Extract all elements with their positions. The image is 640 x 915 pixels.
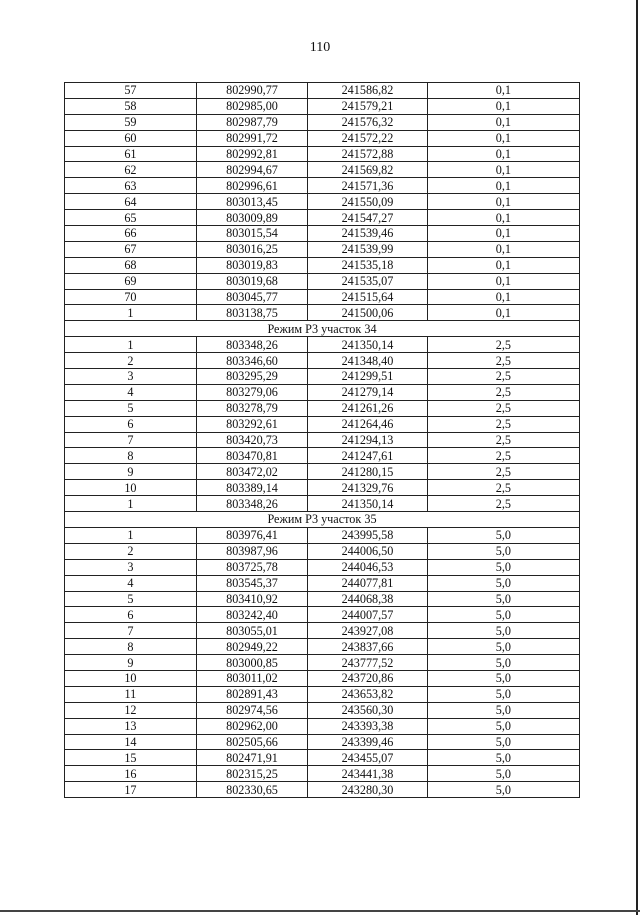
value-cell: 0,1	[427, 98, 579, 114]
y-coordinate-cell: 241550,09	[308, 194, 428, 210]
point-number-cell: 9	[65, 655, 197, 671]
point-number-cell: 1	[65, 496, 197, 512]
y-coordinate-cell: 241539,46	[308, 226, 428, 242]
point-number-cell: 8	[65, 448, 197, 464]
value-cell: 2,5	[427, 464, 579, 480]
point-number-cell: 1	[65, 337, 197, 353]
table-row	[65, 353, 580, 369]
point-number-cell: 10	[65, 670, 197, 686]
x-coordinate-cell: 803016,25	[196, 241, 307, 257]
y-coordinate-cell: 241571,36	[308, 178, 428, 194]
table-row	[65, 496, 580, 512]
section-header-row	[65, 512, 580, 528]
y-coordinate-cell: 244007,57	[308, 607, 428, 623]
point-number-cell: 1	[65, 305, 197, 321]
point-number-cell: 67	[65, 241, 197, 257]
value-cell: 0,1	[427, 162, 579, 178]
point-number-cell: 10	[65, 480, 197, 496]
coordinates-table-body	[65, 83, 580, 798]
y-coordinate-cell: 241264,46	[308, 416, 428, 432]
y-coordinate-cell: 241535,07	[308, 273, 428, 289]
coordinates-table	[64, 82, 580, 798]
table-row	[65, 464, 580, 480]
table-row	[65, 575, 580, 591]
table-row	[65, 559, 580, 575]
point-number-cell: 4	[65, 575, 197, 591]
x-coordinate-cell: 802974,56	[196, 702, 307, 718]
y-coordinate-cell: 244006,50	[308, 543, 428, 559]
table-row	[65, 384, 580, 400]
x-coordinate-cell: 803011,02	[196, 670, 307, 686]
y-coordinate-cell: 241280,15	[308, 464, 428, 480]
point-number-cell: 11	[65, 686, 197, 702]
table-row	[65, 400, 580, 416]
value-cell: 5,0	[427, 782, 579, 798]
y-coordinate-cell: 241329,76	[308, 480, 428, 496]
point-number-cell: 13	[65, 718, 197, 734]
x-coordinate-cell: 802962,00	[196, 718, 307, 734]
x-coordinate-cell: 803346,60	[196, 353, 307, 369]
value-cell: 5,0	[427, 543, 579, 559]
y-coordinate-cell: 243837,66	[308, 639, 428, 655]
point-number-cell: 58	[65, 98, 197, 114]
value-cell: 0,1	[427, 257, 579, 273]
table-row	[65, 337, 580, 353]
point-number-cell: 66	[65, 226, 197, 242]
table-row	[65, 734, 580, 750]
value-cell: 5,0	[427, 718, 579, 734]
table-row	[65, 257, 580, 273]
y-coordinate-cell: 244068,38	[308, 591, 428, 607]
point-number-cell: 1	[65, 527, 197, 543]
table-row	[65, 623, 580, 639]
value-cell: 0,1	[427, 130, 579, 146]
value-cell: 5,0	[427, 559, 579, 575]
y-coordinate-cell: 243777,52	[308, 655, 428, 671]
table-row	[65, 782, 580, 798]
point-number-cell: 6	[65, 416, 197, 432]
y-coordinate-cell: 241547,27	[308, 210, 428, 226]
x-coordinate-cell: 803410,92	[196, 591, 307, 607]
value-cell: 5,0	[427, 639, 579, 655]
value-cell: 5,0	[427, 702, 579, 718]
x-coordinate-cell: 803278,79	[196, 400, 307, 416]
x-coordinate-cell: 803000,85	[196, 655, 307, 671]
x-coordinate-cell: 803976,41	[196, 527, 307, 543]
value-cell: 5,0	[427, 623, 579, 639]
y-coordinate-cell: 241515,64	[308, 289, 428, 305]
table-row	[65, 305, 580, 321]
y-coordinate-cell: 241535,18	[308, 257, 428, 273]
y-coordinate-cell: 241572,22	[308, 130, 428, 146]
value-cell: 2,5	[427, 496, 579, 512]
point-number-cell: 17	[65, 782, 197, 798]
point-number-cell: 9	[65, 464, 197, 480]
table-row	[65, 766, 580, 782]
y-coordinate-cell: 243455,07	[308, 750, 428, 766]
point-number-cell: 62	[65, 162, 197, 178]
x-coordinate-cell: 803348,26	[196, 496, 307, 512]
y-coordinate-cell: 241350,14	[308, 496, 428, 512]
x-coordinate-cell: 802315,25	[196, 766, 307, 782]
x-coordinate-cell: 803295,29	[196, 369, 307, 385]
point-number-cell: 4	[65, 384, 197, 400]
y-coordinate-cell: 243653,82	[308, 686, 428, 702]
point-number-cell: 65	[65, 210, 197, 226]
value-cell: 0,1	[427, 226, 579, 242]
y-coordinate-cell: 244077,81	[308, 575, 428, 591]
y-coordinate-cell: 243995,58	[308, 527, 428, 543]
table-row	[65, 480, 580, 496]
x-coordinate-cell: 803055,01	[196, 623, 307, 639]
y-coordinate-cell: 241350,14	[308, 337, 428, 353]
x-coordinate-cell: 802991,72	[196, 130, 307, 146]
point-number-cell: 5	[65, 591, 197, 607]
table-row	[65, 369, 580, 385]
x-coordinate-cell: 802996,61	[196, 178, 307, 194]
value-cell: 2,5	[427, 369, 579, 385]
value-cell: 0,1	[427, 194, 579, 210]
page-number: 110	[309, 40, 331, 55]
value-cell: 5,0	[427, 527, 579, 543]
y-coordinate-cell: 241294,13	[308, 432, 428, 448]
x-coordinate-cell: 803420,73	[196, 432, 307, 448]
table-row	[65, 591, 580, 607]
y-coordinate-cell: 243720,86	[308, 670, 428, 686]
value-cell: 5,0	[427, 591, 579, 607]
value-cell: 0,1	[427, 273, 579, 289]
value-cell: 5,0	[427, 750, 579, 766]
value-cell: 5,0	[427, 670, 579, 686]
table-row	[65, 130, 580, 146]
y-coordinate-cell: 243560,30	[308, 702, 428, 718]
section-header: Режим Р3 участок 34	[65, 321, 580, 337]
value-cell: 0,1	[427, 114, 579, 130]
point-number-cell: 69	[65, 273, 197, 289]
point-number-cell: 14	[65, 734, 197, 750]
point-number-cell: 8	[65, 639, 197, 655]
table-row	[65, 607, 580, 623]
value-cell: 5,0	[427, 655, 579, 671]
section-header: Режим Р3 участок 35	[65, 512, 580, 528]
point-number-cell: 7	[65, 623, 197, 639]
x-coordinate-cell: 803389,14	[196, 480, 307, 496]
table-row	[65, 718, 580, 734]
x-coordinate-cell: 803987,96	[196, 543, 307, 559]
table-row	[65, 416, 580, 432]
x-coordinate-cell: 802994,67	[196, 162, 307, 178]
y-coordinate-cell: 243280,30	[308, 782, 428, 798]
y-coordinate-cell: 241247,61	[308, 448, 428, 464]
value-cell: 0,1	[427, 289, 579, 305]
point-number-cell: 60	[65, 130, 197, 146]
table-row	[65, 162, 580, 178]
value-cell: 0,1	[427, 83, 579, 99]
point-number-cell: 16	[65, 766, 197, 782]
x-coordinate-cell: 803019,83	[196, 257, 307, 273]
table-row	[65, 194, 580, 210]
point-number-cell: 3	[65, 559, 197, 575]
value-cell: 2,5	[427, 416, 579, 432]
y-coordinate-cell: 243441,38	[308, 766, 428, 782]
x-coordinate-cell: 803348,26	[196, 337, 307, 353]
x-coordinate-cell: 803472,02	[196, 464, 307, 480]
x-coordinate-cell: 803138,75	[196, 305, 307, 321]
x-coordinate-cell: 802990,77	[196, 83, 307, 99]
point-number-cell: 2	[65, 353, 197, 369]
point-number-cell: 12	[65, 702, 197, 718]
y-coordinate-cell: 241261,26	[308, 400, 428, 416]
y-coordinate-cell: 243399,46	[308, 734, 428, 750]
y-coordinate-cell: 241500,06	[308, 305, 428, 321]
page-edge-bottom	[0, 910, 640, 912]
point-number-cell: 7	[65, 432, 197, 448]
y-coordinate-cell: 241348,40	[308, 353, 428, 369]
x-coordinate-cell: 803725,78	[196, 559, 307, 575]
table-row	[65, 210, 580, 226]
value-cell: 0,1	[427, 210, 579, 226]
table-row	[65, 543, 580, 559]
value-cell: 2,5	[427, 384, 579, 400]
y-coordinate-cell: 241539,99	[308, 241, 428, 257]
point-number-cell: 6	[65, 607, 197, 623]
x-coordinate-cell: 802891,43	[196, 686, 307, 702]
point-number-cell: 5	[65, 400, 197, 416]
y-coordinate-cell: 241579,21	[308, 98, 428, 114]
x-coordinate-cell: 803019,68	[196, 273, 307, 289]
x-coordinate-cell: 803013,45	[196, 194, 307, 210]
table-row	[65, 289, 580, 305]
value-cell: 5,0	[427, 766, 579, 782]
table-row	[65, 241, 580, 257]
page-edge-right	[636, 0, 638, 915]
x-coordinate-cell: 803279,06	[196, 384, 307, 400]
y-coordinate-cell: 241569,82	[308, 162, 428, 178]
table-row	[65, 226, 580, 242]
x-coordinate-cell: 802471,91	[196, 750, 307, 766]
section-header-row	[65, 321, 580, 337]
point-number-cell: 64	[65, 194, 197, 210]
point-number-cell: 15	[65, 750, 197, 766]
value-cell: 0,1	[427, 146, 579, 162]
value-cell: 0,1	[427, 178, 579, 194]
value-cell: 0,1	[427, 241, 579, 257]
x-coordinate-cell: 802505,66	[196, 734, 307, 750]
value-cell: 5,0	[427, 607, 579, 623]
value-cell: 2,5	[427, 400, 579, 416]
value-cell: 5,0	[427, 575, 579, 591]
table-row	[65, 178, 580, 194]
value-cell: 0,1	[427, 305, 579, 321]
point-number-cell: 61	[65, 146, 197, 162]
table-row	[65, 432, 580, 448]
table-row	[65, 750, 580, 766]
table-row	[65, 702, 580, 718]
value-cell: 2,5	[427, 353, 579, 369]
y-coordinate-cell: 241576,32	[308, 114, 428, 130]
x-coordinate-cell: 803242,40	[196, 607, 307, 623]
point-number-cell: 59	[65, 114, 197, 130]
y-coordinate-cell: 243393,38	[308, 718, 428, 734]
x-coordinate-cell: 802949,22	[196, 639, 307, 655]
y-coordinate-cell: 243927,08	[308, 623, 428, 639]
x-coordinate-cell: 802987,79	[196, 114, 307, 130]
value-cell: 2,5	[427, 337, 579, 353]
x-coordinate-cell: 803292,61	[196, 416, 307, 432]
x-coordinate-cell: 802330,65	[196, 782, 307, 798]
table-row	[65, 686, 580, 702]
value-cell: 2,5	[427, 432, 579, 448]
table-row	[65, 273, 580, 289]
value-cell: 5,0	[427, 734, 579, 750]
x-coordinate-cell: 803009,89	[196, 210, 307, 226]
table-row	[65, 114, 580, 130]
y-coordinate-cell: 241279,14	[308, 384, 428, 400]
x-coordinate-cell: 803015,54	[196, 226, 307, 242]
table-row	[65, 670, 580, 686]
value-cell: 5,0	[427, 686, 579, 702]
x-coordinate-cell: 802992,81	[196, 146, 307, 162]
y-coordinate-cell: 241572,88	[308, 146, 428, 162]
point-number-cell: 70	[65, 289, 197, 305]
value-cell: 2,5	[427, 448, 579, 464]
point-number-cell: 63	[65, 178, 197, 194]
table-row	[65, 655, 580, 671]
x-coordinate-cell: 803045,77	[196, 289, 307, 305]
table-row	[65, 98, 580, 114]
table-row	[65, 527, 580, 543]
point-number-cell: 2	[65, 543, 197, 559]
y-coordinate-cell: 244046,53	[308, 559, 428, 575]
point-number-cell: 57	[65, 83, 197, 99]
table-row	[65, 83, 580, 99]
y-coordinate-cell: 241299,51	[308, 369, 428, 385]
x-coordinate-cell: 803470,81	[196, 448, 307, 464]
table-row	[65, 448, 580, 464]
x-coordinate-cell: 802985,00	[196, 98, 307, 114]
value-cell: 2,5	[427, 480, 579, 496]
table-row	[65, 639, 580, 655]
table-row	[65, 146, 580, 162]
x-coordinate-cell: 803545,37	[196, 575, 307, 591]
y-coordinate-cell: 241586,82	[308, 83, 428, 99]
point-number-cell: 3	[65, 369, 197, 385]
point-number-cell: 68	[65, 257, 197, 273]
